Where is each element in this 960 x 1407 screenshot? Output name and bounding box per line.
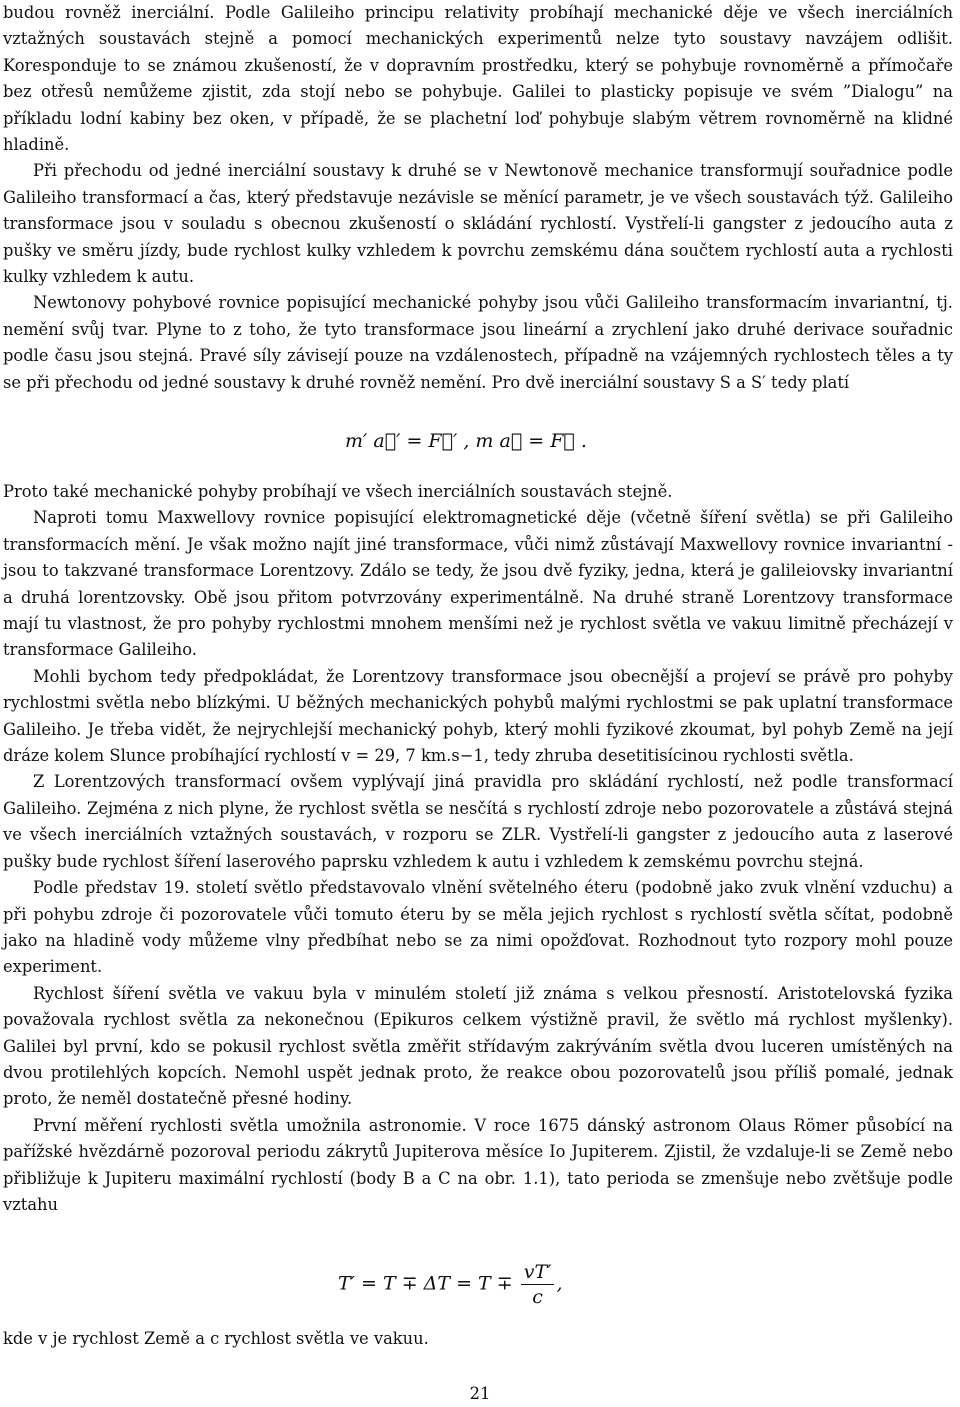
paragraph: První měření rychlosti světla umožnila astronomie. V roce 1675 dánský astronom Olaus Römer působící na pařížské hvězdárně pozoroval periodu zákrytů Jupiterova měsíce Io Jupiterem. Zjistil, že vzdaluje-li se Země nebo přibližuje k Jupiteru maximální rychlostí (body B a C na obr. 1.1), tato perioda se zmenšuje nebo zvětšuje podle vztahu (3, 1115, 953, 1214)
paragraphs-middle (3, 479, 953, 1218)
paragraph: Proto také mechanické pohyby probíhají ve všech inerciálních soustavách stejně. (3, 482, 673, 501)
fraction-denominator: c (532, 1286, 543, 1308)
paragraph: Z Lorentzových transformací ovšem vyplývají jiná pravidla pro skládání rychlostí, než podle transformací Galileiho. Zejména z nich plyne, že rychlost světla se nesčítá s rychlostí zdroje nebo pozorovatele a zůstává stejná ve všech inerciálních vztažných soustavách, v rozporu se ZLR. Vystřelí-li gangster z jedoucího auta z laserové pušky bude rychlost šíření laserového paprsku vzhledem k autu i vzhledem k zemskému povrchu stejná. (3, 772, 953, 871)
paragraphs-top (3, 0, 953, 396)
paragraph: budou rovněž inerciální. Podle Galileiho principu relativity probíhají mechanické děje ve všech inerciálních vztažných soustavách stejně a pomocí mechanických experimentů nelze tyto soustavy navzájem odlišit. Koresponduje to se známou zkušeností, že v dopravním prostředku, který se pohybuje rovnoměrně a přímočaře bez otřesů nemůžeme zjistit, zda stojí nebo se pohybuje. Galilei to plasticky popisuje ve svém ”Dialogu” na příkladu lodní kabiny bez oken, v případě, že se plachetní loď pohybuje slabým větrem rovnoměrně na klidné hladině. (3, 3, 953, 155)
fraction (521, 1260, 555, 1309)
paragraph: Podle představ 19. století světlo představovalo vlnění světelného éteru (podobně jako zvuk vlnění vzduchu) a při pohybu zdroje či pozorovatele vůči tomuto éteru by se měla jejich rychlost s rychlostí světla sčítat, podobně jako na hladině vody můžeme vlny předbíhat nebo se za nimi opožďovat. Rozhodnout tyto rozpory mohl pouze experiment. (3, 878, 953, 977)
paragraph: Naproti tomu Maxwellovy rovnice popisující elektromagnetické děje (včetně šíření světla) se při Galileiho transformacích mění. Je však možno najít jiné transformace, vůči nimž zůstávají Maxwellovy rovnice invariantní - jsou to takzvané transformace Lorentzovy. Zdálo se tedy, že jsou dvě fyziky, jedna, která je galileiovsky invariantní a druhá lorentzovsky. Obě jsou přitom potvrzovány experimentálně. Na druhé straně Lorentzovy transformace mají tu vlastnost, že pro pohyby rychlostmi mnohem menšími než je rychlost světla ve vakuu limitně přecházejí v transformace Galileiho. (3, 508, 953, 660)
fraction-numerator: vT′ (521, 1260, 555, 1285)
paragraph: Newtonovy pohybové rovnice popisující mechanické pohyby jsou vůči Galileiho transformacím invariantní, tj. nemění svůj tvar. Plyne to z toho, že tyto transformace jsou lineární a zrychlení jako druhé derivace souřadnic podle času jsou stejná. Pravé síly závisejí pouze na vzdálenostech, případně na vzájemných rychlostech těles a ty se při přechodu od jedné soustavy k druhé rovněž nemění. Pro dvě inerciální soustavy S a S′ tedy platí (3, 293, 953, 392)
closing-line: kde v je rychlost Země a c rychlost světla ve vakuu. (3, 1329, 429, 1348)
paragraph: Rychlost šíření světla ve vakuu byla v minulém století již známa s velkou přesností. Aristotelovská fyzika považovala rychlost světla za nekonečnou (Epikuros celkem výstižně pravil, že světlo má rychlost myšlenky). Galilei byl první, kdo se pokusil rychlost světla změřit střídavým zakrýváním světla dvou luceren umístěných na dvou protilehlých kopcích. Nemohl uspět jednak proto, že reakce obou pozorovatelů jsou příliš pomalé, jednak proto, že neměl dostatečně přesné hodiny. (3, 983, 953, 1109)
equation-romer (338, 1260, 563, 1309)
page-number: 21 (469, 1384, 491, 1403)
closing-paragraph (3, 1326, 953, 1352)
paragraph: Mohli bychom tedy předpokládat, že Lorentzovy transformace jsou obecnější a projeví se právě pro pohyby rychlostmi světla nebo blízkými. U běžných mechanických pohybů malými rychlostmi se pak uplatní transformace Galileiho. Je třeba vidět, že nejrychlejší mechanický pohyb, který mohli fyzikové zkoumat, byl pohyb Země na její dráze kolem Slunce probíhající rychlostí v = 29, 7 km.s−1, tedy zhruba desetitisícinou rychlosti světla. (3, 666, 953, 766)
equation-trail: , (556, 1272, 563, 1295)
equation-newton: m′ a⃗′ = F⃗′ , m a⃗ = F⃗ . (345, 430, 587, 452)
equation-left: T′ = T ∓ ΔT = T ∓ (338, 1272, 513, 1295)
paragraph: Při přechodu od jedné inerciální soustavy k druhé se v Newtonově mechanice transformují souřadnice podle Galileiho transformací a čas, který představuje nezávisle se měnící parametr, je ve všech soustavách týž. Galileiho transformace jsou v souladu s obecnou zkušeností o skládání rychlostí. Vystřelí-li gangster z jedoucího auta z pušky ve směru jízdy, bude rychlost kulky vzhledem k povrchu zemskému dána součtem rychlostí auta a rychlosti kulky vzhledem k autu. (3, 161, 953, 287)
